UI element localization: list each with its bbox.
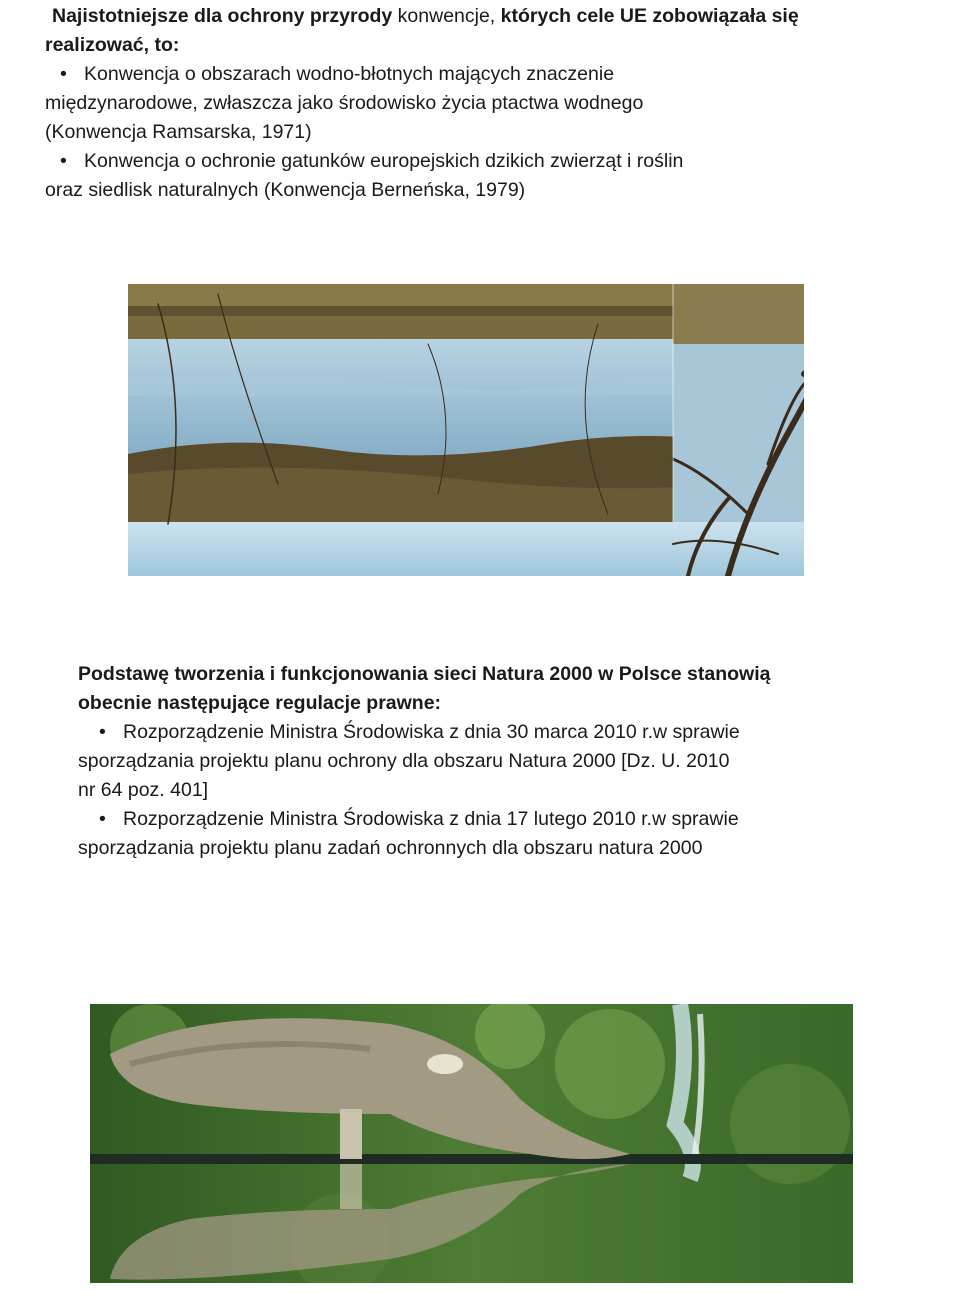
regulation2-line-2: sporządzania projektu planu zadań ochronnych dla obszaru natura 2000 xyxy=(78,837,703,859)
list-item xyxy=(78,805,898,863)
heron-photo xyxy=(90,1004,853,1283)
wetland-photo xyxy=(128,284,804,576)
conventions-heading xyxy=(52,2,925,31)
wetland-image xyxy=(128,284,804,576)
list-item xyxy=(45,147,925,205)
bullet-icon: • xyxy=(99,808,106,830)
heading-normal-part: konwencje, xyxy=(397,5,496,27)
list-item xyxy=(45,60,925,147)
bern-line-1: Konwencja o ochronie gatunków europejskich dzikich zwierząt i roślin xyxy=(84,150,684,172)
regulation2-line-1: Rozporządzenie Ministra Środowiska z dnia 17 lutego 2010 r.w sprawie xyxy=(123,808,739,830)
regulation1-line-2: sporządzania projektu planu ochrony dla obszaru Natura 2000 [Dz. U. 2010 xyxy=(78,750,730,772)
heading-bold-part-1: Najistotniejsze dla ochrony przyrody xyxy=(52,5,393,27)
legal-section xyxy=(78,660,898,863)
bern-line-2: oraz siedlisk naturalnych (Konwencja Berneńska, 1979) xyxy=(45,179,526,201)
bullet-icon: • xyxy=(99,721,106,743)
legal-heading-line-1: Podstawę tworzenia i funkcjonowania sieci Natura 2000 w Polsce stanowią xyxy=(78,663,771,685)
heading-bold-part-3: realizować, to: xyxy=(45,34,180,56)
bullet-icon: • xyxy=(60,63,67,85)
list-item xyxy=(78,718,898,805)
heading-bold-part-2: których cele UE zobowiązała się xyxy=(500,5,799,27)
ramsar-line-3: (Konwencja Ramsarska, 1971) xyxy=(45,121,312,143)
ramsar-line-2: międzynarodowe, zwłaszcza jako środowisko życia ptactwa wodnego xyxy=(45,92,644,114)
conventions-section xyxy=(45,2,925,205)
regulation1-line-3: nr 64 poz. 401] xyxy=(78,779,209,801)
ramsar-line-1: Konwencja o obszarach wodno-błotnych mających znaczenie xyxy=(84,63,615,85)
regulation1-line-1: Rozporządzenie Ministra Środowiska z dnia 30 marca 2010 r.w sprawie xyxy=(123,721,740,743)
bullet-icon: • xyxy=(60,150,67,172)
heron-image xyxy=(90,1004,853,1283)
legal-heading-line-2: obecnie następujące regulacje prawne: xyxy=(78,692,442,714)
